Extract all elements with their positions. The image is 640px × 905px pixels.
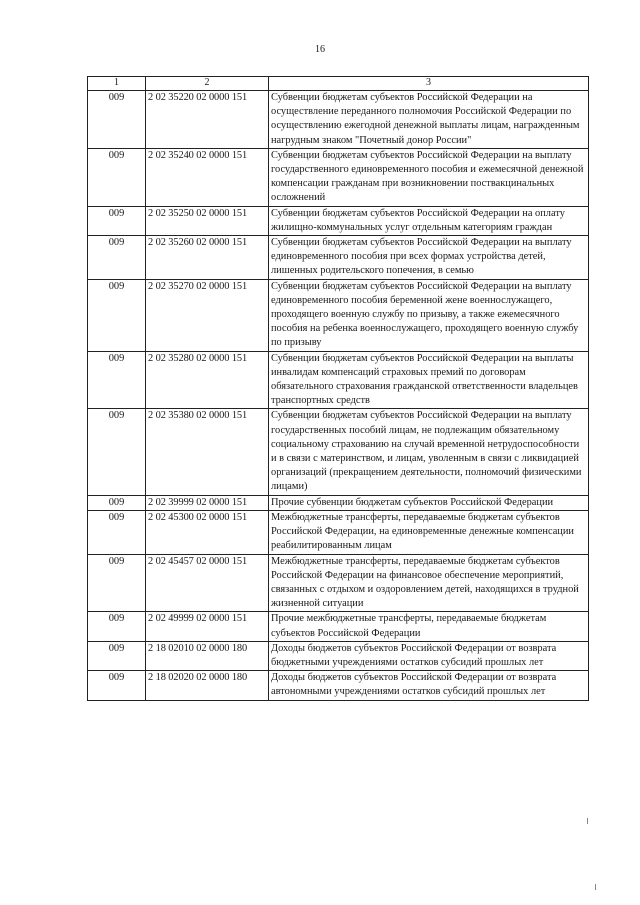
revenue-name-cell: Субвенции бюджетам субъектов Российской Федерации на выплаты инвалидам компенсаций страховых премий по договорам обязательного страхования гражданской ответственности владельцев транспортных средств bbox=[269, 351, 589, 409]
budget-code-cell: 2 02 35240 02 0000 151 bbox=[146, 148, 269, 206]
budget-code-cell: 2 18 02010 02 0000 180 bbox=[146, 641, 269, 670]
admin-code-cell: 009 bbox=[88, 91, 146, 149]
admin-code-cell: 009 bbox=[88, 409, 146, 495]
budget-code-cell: 2 02 35280 02 0000 151 bbox=[146, 351, 269, 409]
column-header-3: 3 bbox=[269, 77, 589, 91]
table-body bbox=[88, 91, 589, 701]
table-row bbox=[88, 495, 589, 510]
table-row bbox=[88, 236, 589, 280]
admin-code-cell: 009 bbox=[88, 671, 146, 700]
budget-code-cell: 2 02 49999 02 0000 151 bbox=[146, 612, 269, 641]
budget-code-cell: 2 02 35380 02 0000 151 bbox=[146, 409, 269, 495]
admin-code-cell: 009 bbox=[88, 495, 146, 510]
budget-code-cell: 2 02 35220 02 0000 151 bbox=[146, 91, 269, 149]
revenue-name-cell: Субвенции бюджетам субъектов Российской Федерации на выплату государственных пособий лицам, не подлежащим обязательному социальному страхованию на случай временной нетрудоспособности и в связи с материнством, и лицам, уволенным в связи с ликвидацией организаций (прекращением деятельности, полномочий физическими лицами) bbox=[269, 409, 589, 495]
admin-code-cell: 009 bbox=[88, 206, 146, 235]
budget-code-cell: 2 02 39999 02 0000 151 bbox=[146, 495, 269, 510]
column-header-1: 1 bbox=[88, 77, 146, 91]
table-row bbox=[88, 148, 589, 206]
budget-revenue-table bbox=[87, 76, 589, 701]
admin-code-cell: 009 bbox=[88, 554, 146, 612]
table-row bbox=[88, 510, 589, 554]
scan-mark bbox=[595, 884, 596, 890]
revenue-name-cell: Субвенции бюджетам субъектов Российской Федерации на выплату единовременного пособия при всех формах устройства детей, лишенных родительского попечения, в семью bbox=[269, 236, 589, 280]
budget-code-cell: 2 02 35260 02 0000 151 bbox=[146, 236, 269, 280]
table-row bbox=[88, 279, 589, 351]
admin-code-cell: 009 bbox=[88, 236, 146, 280]
revenue-name-cell: Прочие межбюджетные трансферты, передаваемые бюджетам субъектов Российской Федерации bbox=[269, 612, 589, 641]
revenue-name-cell: Субвенции бюджетам субъектов Российской Федерации на выплату единовременного пособия беременной жене военнослужащего, проходящего военную службу по призыву, а также ежемесячного пособия на ребенка военнослужащего, проходящего военную службу по призыву bbox=[269, 279, 589, 351]
revenue-name-cell: Субвенции бюджетам субъектов Российской Федерации на выплату государственного единовременного пособия и ежемесячной денежной компенсации гражданам при возникновении поствакцинальных осложнений bbox=[269, 148, 589, 206]
admin-code-cell: 009 bbox=[88, 351, 146, 409]
admin-code-cell: 009 bbox=[88, 510, 146, 554]
table-header-row bbox=[88, 77, 589, 91]
table-row bbox=[88, 671, 589, 700]
revenue-name-cell: Субвенции бюджетам субъектов Российской Федерации на осуществление переданного полномочия Российской Федерации по осуществлению ежегодной денежной выплаты лицам, награжденным нагрудным знаком "Почетный донор России" bbox=[269, 91, 589, 149]
table-row bbox=[88, 91, 589, 149]
page-number: 16 bbox=[315, 44, 325, 55]
revenue-name-cell: Доходы бюджетов субъектов Российской Федерации от возврата бюджетными учреждениями остатков субсидий прошлых лет bbox=[269, 641, 589, 670]
budget-code-cell: 2 02 45300 02 0000 151 bbox=[146, 510, 269, 554]
admin-code-cell: 009 bbox=[88, 612, 146, 641]
table-row bbox=[88, 409, 589, 495]
revenue-name-cell: Субвенции бюджетам субъектов Российской Федерации на оплату жилищно-коммунальных услуг отдельным категориям граждан bbox=[269, 206, 589, 235]
revenue-name-cell: Межбюджетные трансферты, передаваемые бюджетам субъектов Российской Федерации, на единовременные денежные компенсации реабилитированным лицам bbox=[269, 510, 589, 554]
budget-code-cell: 2 02 45457 02 0000 151 bbox=[146, 554, 269, 612]
column-header-2: 2 bbox=[146, 77, 269, 91]
budget-code-cell: 2 18 02020 02 0000 180 bbox=[146, 671, 269, 700]
revenue-name-cell: Доходы бюджетов субъектов Российской Федерации от возврата автономными учреждениями остатков субсидий прошлых лет bbox=[269, 671, 589, 700]
table-row bbox=[88, 351, 589, 409]
budget-code-cell: 2 02 35270 02 0000 151 bbox=[146, 279, 269, 351]
revenue-name-cell: Межбюджетные трансферты, передаваемые бюджетам субъектов Российской Федерации на финансовое обеспечение мероприятий, связанных с отдыхом и оздоровлением детей, находящихся в трудной жизненной ситуации bbox=[269, 554, 589, 612]
scan-mark bbox=[587, 818, 588, 824]
table-row bbox=[88, 641, 589, 670]
table-row bbox=[88, 206, 589, 235]
revenue-name-cell: Прочие субвенции бюджетам субъектов Российской Федерации bbox=[269, 495, 589, 510]
admin-code-cell: 009 bbox=[88, 279, 146, 351]
table-row bbox=[88, 612, 589, 641]
admin-code-cell: 009 bbox=[88, 641, 146, 670]
admin-code-cell: 009 bbox=[88, 148, 146, 206]
budget-code-cell: 2 02 35250 02 0000 151 bbox=[146, 206, 269, 235]
table-row bbox=[88, 554, 589, 612]
